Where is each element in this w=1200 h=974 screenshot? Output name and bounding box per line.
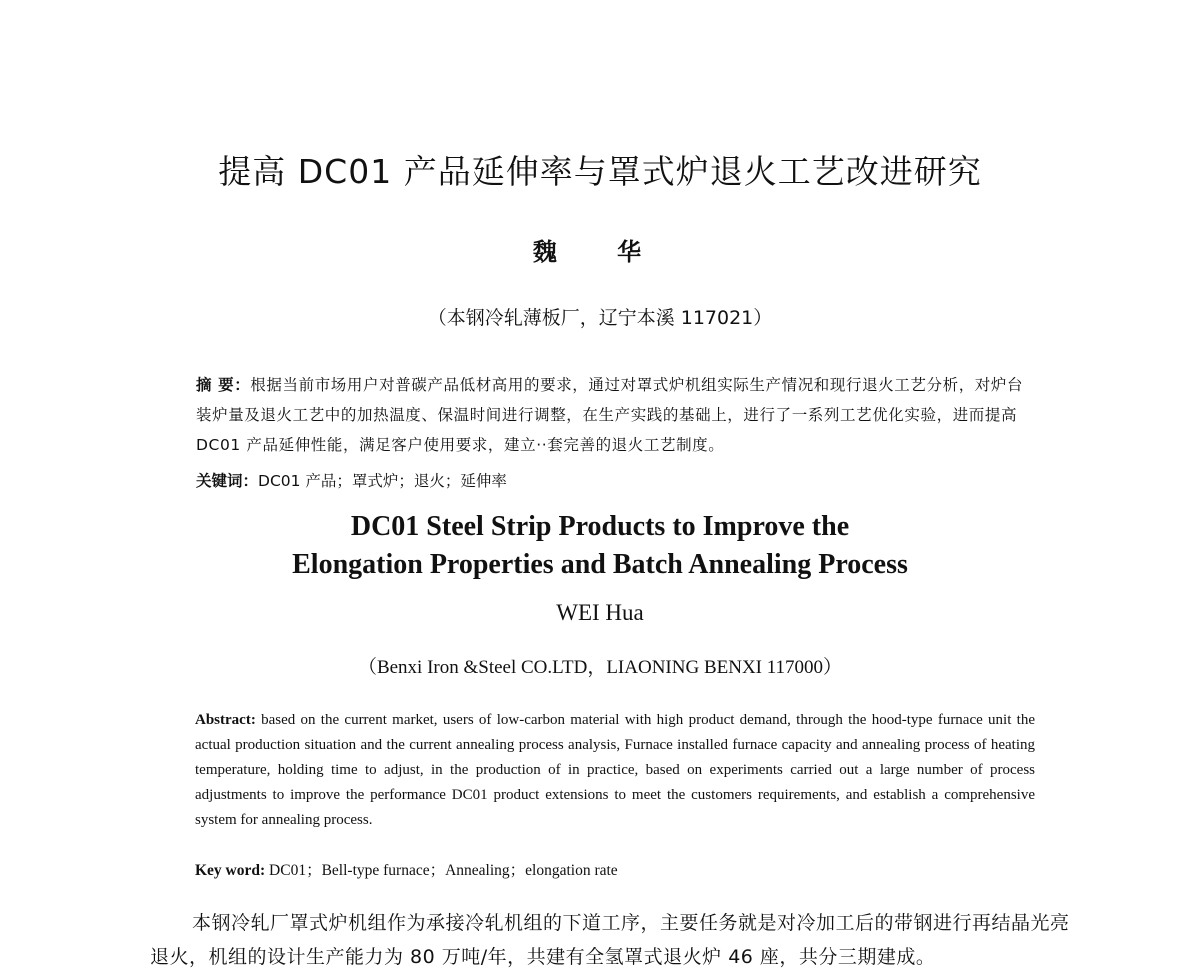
chinese-abstract — [196, 370, 1036, 460]
chinese-affiliation: （本钢冷轧薄板厂，辽宁本溪 117021） — [427, 307, 773, 329]
english-keywords — [195, 858, 1035, 883]
english-author: WEI Hua — [556, 600, 644, 625]
chinese-keywords — [196, 466, 1036, 496]
chinese-keywords-label: 关键词： — [196, 472, 259, 490]
chinese-title: 提高 DC01 产品延伸率与罩式炉退火工艺改进研究 — [218, 152, 982, 191]
english-abstract-label: Abstract: — [195, 712, 256, 728]
chinese-author: 魏 华 — [532, 237, 668, 266]
english-keywords-text: DC01；Bell-type furnace；Annealing；elongation rate — [265, 862, 618, 879]
english-affiliation: （Benxi Iron &Steel CO.LTD，LIAONING BENXI 117000） — [357, 657, 843, 678]
english-title — [0, 508, 1200, 584]
english-keywords-label: Key word: — [195, 862, 266, 879]
chinese-abstract-label: 摘 要： — [196, 376, 251, 394]
english-title-line-1: DC01 Steel Strip Products to Improve the — [350, 511, 850, 542]
chinese-abstract-text: 根据当前市场用户对普碳产品低材高用的要求，通过对罩式炉机组实际生产情况和现行退火工艺分析，对炉台装炉量及退火工艺中的加热温度、保温时间进行调整，在生产实践的基础上，进行了一系列工艺优化实验，进而提高 DC01 产品延伸性能，满足客户使用要求，建立··套完善的退火工艺制度。 — [196, 376, 1024, 454]
english-title-line-2: Elongation Properties and Batch Annealing Process — [292, 549, 908, 580]
body-paragraph: 本钢冷轧厂罩式炉机组作为承接冷轧机组的下道工序，主要任务就是对冷加工后的带钢进行再结晶光亮退火，机组的设计生产能力为 80 万吨/年，共建有全氢罩式退火炉 46 座，共分三期建成。 — [150, 912, 1070, 968]
english-abstract — [195, 708, 1035, 833]
chinese-keywords-text: DC01 产品；罩式炉；退火；延伸率 — [258, 472, 507, 490]
english-abstract-text: based on the current market, users of low-carbon material with high product demand, through the hood-type furnace unit the actual production situation and the current annealing process analysis, Furnace installed furnace capacity and annealing process of heating temperature, holding time to adjust, in the production of in practice, based on experiments carried out a large number of process adjustments to improve the performance DC01 product extensions to meet the customers requirements, and establish a comprehensive system for annealing process. — [195, 712, 1035, 828]
